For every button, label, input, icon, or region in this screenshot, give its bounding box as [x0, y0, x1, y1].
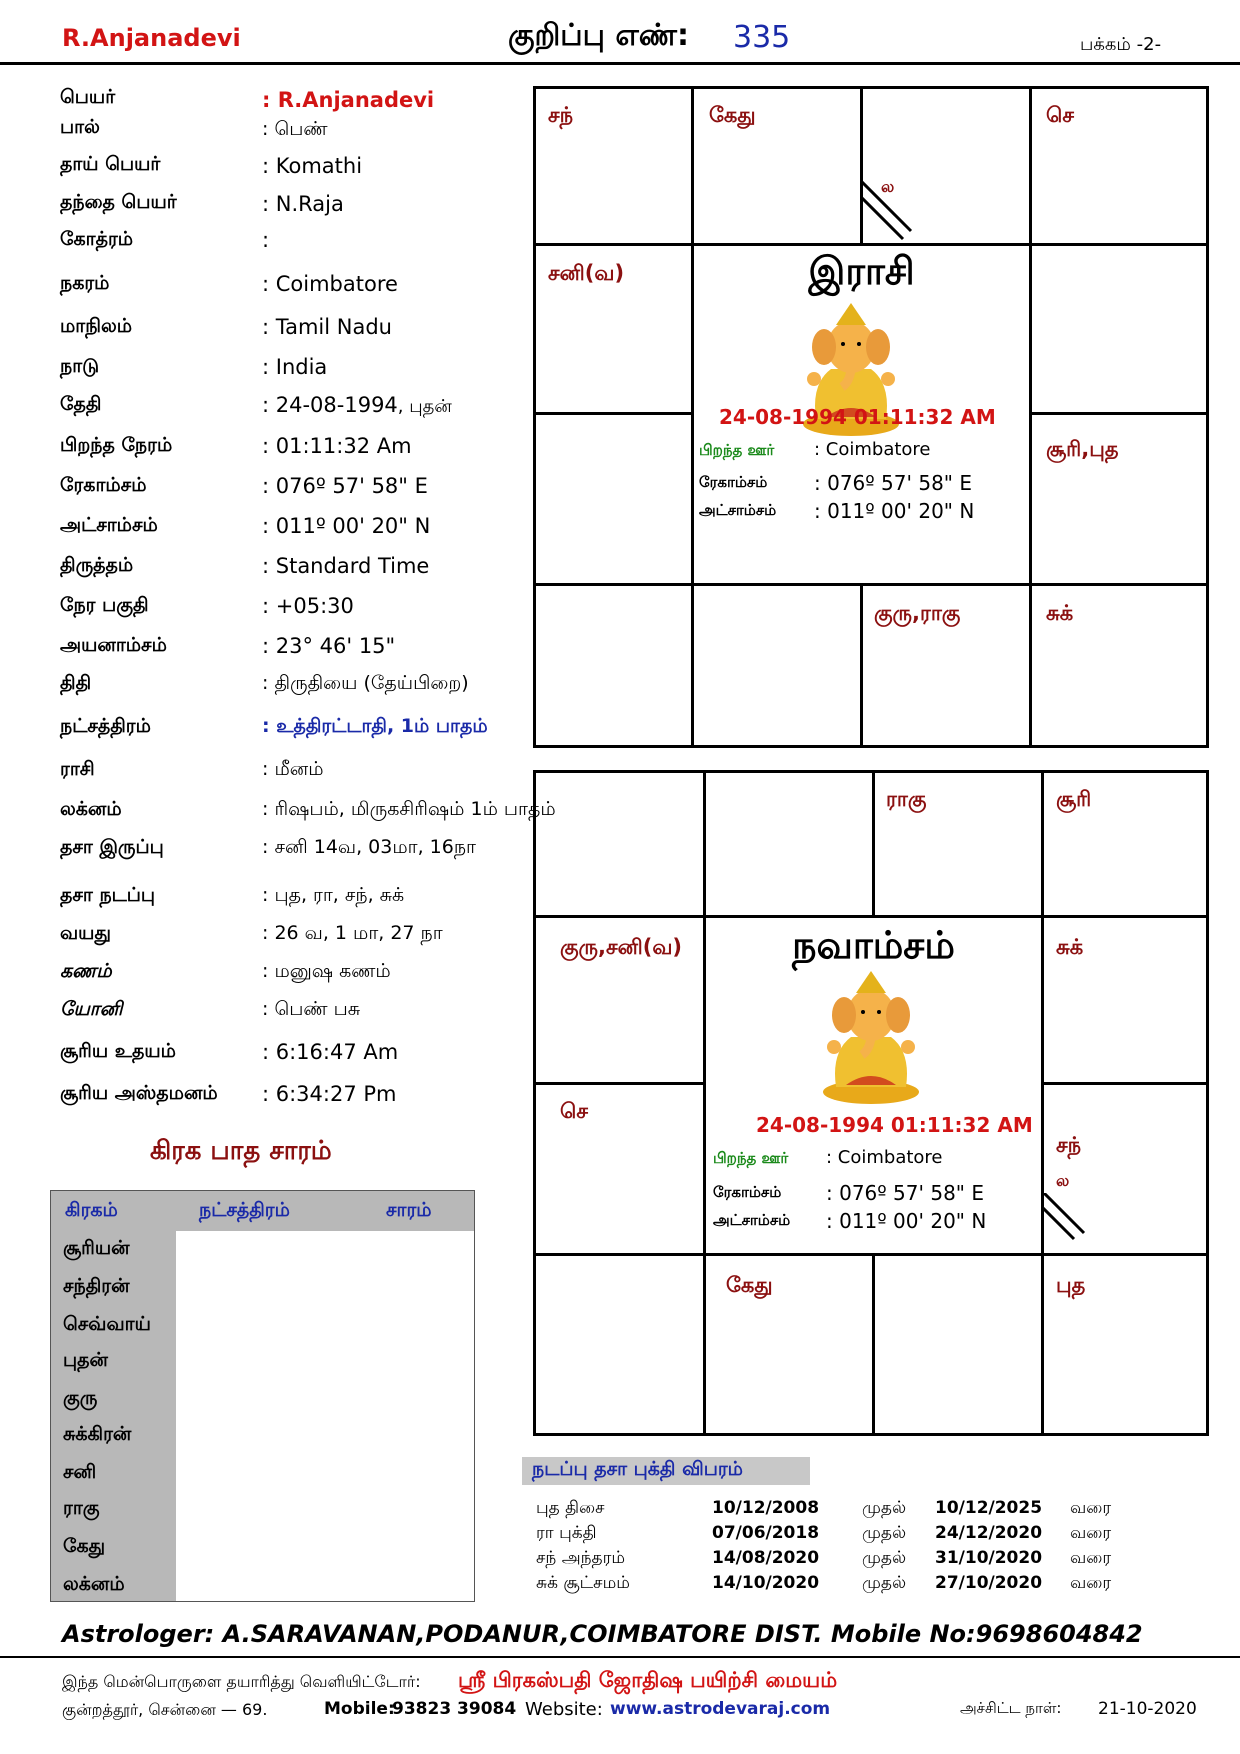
rasi-house-12: சனி(வ) — [548, 261, 625, 285]
graha-row: குரு — [63, 1387, 98, 1409]
detail-label: மாநிலம் — [60, 315, 133, 337]
detail-label: லக்னம் — [60, 798, 122, 820]
rasi-house-5: சூரி,புத — [1046, 437, 1119, 461]
graha-header: கிரகம் — [65, 1199, 118, 1221]
mobile-label: Mobile: — [324, 1699, 395, 1719]
detail-label: ராசி — [60, 758, 95, 780]
detail-label: தசா இருப்பு — [60, 836, 164, 858]
navamsa-datetime: 24-08-1994 01:11:32 AM — [756, 1113, 1033, 1137]
dasa-name: சந் அந்தரம் — [536, 1548, 626, 1568]
detail-label: நகரம் — [60, 272, 110, 294]
dasa-mid: முதல் — [862, 1523, 907, 1543]
graha-row: சந்திரன் — [63, 1275, 130, 1297]
detail-label: அயனாம்சம் — [60, 634, 167, 656]
detail-label: தாய் பெயர் — [60, 153, 161, 175]
rasi-long: : 076º 57' 58" E — [814, 471, 972, 495]
page-number: பக்கம் -2- — [1080, 34, 1162, 55]
dasa-name: ரா புக்தி — [536, 1523, 597, 1543]
dasa-mid: முதல் — [862, 1498, 907, 1518]
detail-value: : N.Raja — [262, 192, 344, 216]
detail-label: திதி — [60, 672, 92, 694]
navamsa-chart — [533, 770, 1209, 1436]
grid-line — [1041, 773, 1044, 1433]
grid-line — [1044, 1082, 1206, 1085]
grid-line — [536, 412, 691, 415]
dasa-end: வரை — [1070, 1548, 1112, 1568]
rasi-long-label: ரேகாம்சம் — [699, 473, 768, 491]
dasa-to: 31/10/2020 — [935, 1548, 1043, 1568]
header-divider — [0, 62, 1240, 65]
detail-label: திருத்தம் — [60, 554, 134, 576]
detail-label: தந்தை பெயர் — [60, 191, 177, 213]
dasa-end: வரை — [1070, 1573, 1112, 1593]
mobile-number: 93823 39084 — [392, 1699, 517, 1719]
detail-value: : திருதியை (தேய்பிறை) — [262, 672, 469, 694]
detail-value: : +05:30 — [262, 594, 354, 618]
navamsa-house-4: சூரி — [1056, 787, 1092, 811]
detail-value: : சனி 14வ, 03மா, 16நா — [262, 836, 476, 858]
detail-value: : 23° 46' 15" — [262, 634, 396, 658]
detail-value: : பெண் — [262, 118, 328, 140]
detail-label: பால் — [60, 116, 100, 138]
graha-header: சாரம் — [386, 1199, 432, 1221]
birth-date: : 24-08-1994 — [262, 393, 398, 417]
dasa-to: 10/12/2025 — [935, 1498, 1043, 1518]
header-title: குறிப்பு எண்: — [508, 18, 689, 53]
rasi-chart — [533, 86, 1209, 748]
grid-line — [872, 773, 875, 915]
detail-label: பெயர் — [60, 86, 116, 108]
website-label: Website: — [525, 1699, 603, 1720]
grid-line — [1029, 89, 1032, 745]
navamsa-long: : 076º 57' 58" E — [826, 1181, 984, 1205]
astrologer-line: Astrologer: A.SARAVANAN,PODANUR,COIMBATORE DIST. Mobile No:9698604842 — [62, 1620, 1143, 1648]
detail-label: நாடு — [60, 355, 100, 377]
lagna-marker-icon — [861, 181, 921, 241]
graha-header: நட்சத்திரம் — [199, 1199, 290, 1221]
detail-label: பிறந்த நேரம் — [60, 434, 173, 456]
graha-row: லக்னம் — [63, 1573, 125, 1595]
print-date-label: அச்சிட்ட நாள்: — [960, 1699, 1062, 1717]
dasa-end: வரை — [1070, 1523, 1112, 1543]
rasi-place-label: பிறந்த ஊர் — [699, 441, 775, 459]
rasi-lagna: ல — [881, 177, 895, 196]
dasa-mid: முதல் — [862, 1573, 907, 1593]
detail-value: : 011º 00' 20" N — [262, 514, 431, 538]
dasa-from: 07/06/2018 — [712, 1523, 820, 1543]
detail-label: ரேகாம்சம் — [60, 474, 147, 496]
navamsa-house-11: செ — [560, 1099, 588, 1123]
header-number: 335 — [733, 20, 791, 55]
detail-label: வயது — [60, 922, 111, 944]
navamsa-place: : Coimbatore — [826, 1147, 943, 1168]
grid-line — [536, 1082, 703, 1085]
detail-value: : 6:16:47 Am — [262, 1040, 399, 1064]
graha-row: செவ்வாய் — [63, 1313, 151, 1335]
detail-value: : R.Anjanadevi — [262, 88, 435, 112]
dasa-end: வரை — [1070, 1498, 1112, 1518]
detail-label: அட்சாம்சம் — [60, 514, 158, 536]
detail-value: : 076º 57' 58" E — [262, 474, 428, 498]
lagna-marker-icon — [1044, 1193, 1094, 1243]
detail-value: : மனுஷ கணம் — [262, 960, 391, 982]
graha-row: புதன் — [63, 1349, 108, 1371]
rasi-house-7: சுக் — [1046, 601, 1074, 625]
birth-weekday: , புதன் — [397, 396, 452, 417]
graha-row: சூரியன் — [63, 1237, 130, 1259]
detail-label: நேர பகுதி — [60, 594, 149, 616]
dasa-to: 27/10/2020 — [935, 1573, 1043, 1593]
dasa-to: 24/12/2020 — [935, 1523, 1043, 1543]
header-name: R.Anjanadevi — [62, 24, 241, 52]
detail-value: : Standard Time — [262, 554, 430, 578]
website-link[interactable]: www.astrodevaraj.com — [610, 1699, 831, 1719]
dasa-name: புத திசை — [536, 1498, 605, 1518]
detail-value: : பெண் பசு — [262, 998, 361, 1020]
dasa-title: நடப்பு தசா புக்தி விபரம் — [532, 1458, 743, 1480]
navamsa-house-5: சுக் — [1056, 935, 1084, 959]
detail-label: சூரிய உதயம் — [60, 1040, 176, 1062]
detail-value: : 01:11:32 Am — [262, 434, 412, 458]
detail-value — [262, 393, 452, 419]
ganesha-icon — [816, 967, 926, 1107]
grid-line — [860, 586, 863, 745]
navamsa-title: நவாம்சம் — [792, 923, 955, 967]
rasi-title: இராசி — [808, 249, 915, 293]
detail-value: : புத, ரா, சந், சுக் — [262, 884, 405, 906]
graha-table — [50, 1190, 475, 1602]
detail-label: சூரிய அஸ்தமனம் — [60, 1082, 218, 1104]
grid-line — [872, 1256, 875, 1433]
navamsa-house-9: கேது — [726, 1273, 773, 1297]
detail-label: தசா நடப்பு — [60, 884, 156, 906]
graha-row: சனி — [63, 1461, 97, 1483]
rasi-house-4: செ — [1046, 103, 1074, 127]
grid-line — [536, 1253, 1206, 1256]
graha-row: சுக்கிரன் — [63, 1423, 132, 1445]
detail-value: : Tamil Nadu — [262, 315, 392, 339]
dasa-name: சுக் சூட்சமம் — [536, 1573, 630, 1593]
detail-label: யோனி — [60, 998, 123, 1020]
detail-label: நட்சத்திரம் — [60, 715, 151, 737]
detail-value: : Komathi — [262, 154, 363, 178]
rasi-lat: : 011º 00' 20" N — [814, 499, 975, 523]
rasi-house-8: குரு,ராகு — [874, 601, 961, 625]
detail-value: : 26 வ, 1 மா, 27 நா — [262, 922, 443, 944]
grid-line — [536, 583, 1206, 586]
navamsa-house-12: குரு,சனி(வ) — [560, 935, 683, 959]
navamsa-lagna: ல — [1056, 1171, 1070, 1190]
graha-row: கேது — [63, 1535, 106, 1557]
rasi-house-2: கேது — [709, 103, 756, 127]
detail-value: : 6:34:27 Pm — [262, 1082, 397, 1106]
detail-value: : உத்திரட்டாதி, 1ம் பாதம் — [262, 715, 488, 737]
detail-label: கோத்ரம் — [60, 228, 134, 250]
publisher-text: இந்த மென்பொருளை தயாரித்து வெளியிட்டோர்: — [62, 1672, 421, 1691]
navamsa-house-7: புத — [1056, 1273, 1086, 1297]
navamsa-house-6: சந் — [1056, 1133, 1082, 1157]
dasa-from: 14/08/2020 — [712, 1548, 820, 1568]
detail-value: : Coimbatore — [262, 272, 398, 296]
detail-label: கணம் — [60, 960, 112, 982]
rasi-datetime: 24-08-1994 01:11:32 AM — [719, 405, 996, 429]
detail-value: : — [262, 228, 270, 252]
dasa-from: 14/10/2020 — [712, 1573, 820, 1593]
rasi-place: : Coimbatore — [814, 439, 931, 460]
footer-divider — [0, 1656, 1240, 1658]
publisher-address: குன்றத்தூர், சென்னை — 69. — [62, 1700, 268, 1719]
rasi-house-1: சந் — [548, 103, 574, 127]
navamsa-place-label: பிறந்த ஊர் — [713, 1149, 789, 1167]
navamsa-lat-label: அட்சாம்சம் — [713, 1211, 791, 1229]
navamsa-long-label: ரேகாம்சம் — [713, 1183, 782, 1201]
detail-label: தேதி — [60, 393, 102, 415]
dasa-from: 10/12/2008 — [712, 1498, 820, 1518]
print-date: 21-10-2020 — [1098, 1699, 1197, 1719]
rasi-lat-label: அட்சாம்சம் — [699, 501, 777, 519]
graha-title: கிரக பாத சாரம் — [150, 1136, 332, 1166]
navamsa-lat: : 011º 00' 20" N — [826, 1209, 987, 1233]
grid-line — [1032, 412, 1206, 415]
graha-row: ராகு — [63, 1497, 100, 1519]
dasa-mid: முதல் — [862, 1548, 907, 1568]
publisher-name: ஸ்ரீ பிரகஸ்பதி ஜோதிஷ பயிற்சி மையம் — [458, 1668, 838, 1692]
detail-value: : India — [262, 355, 328, 379]
navamsa-house-3: ராகு — [886, 787, 927, 811]
detail-value: : மீனம் — [262, 758, 324, 780]
detail-value: : ரிஷபம், மிருகசிரிஷம் 1ம் பாதம் — [262, 798, 556, 820]
